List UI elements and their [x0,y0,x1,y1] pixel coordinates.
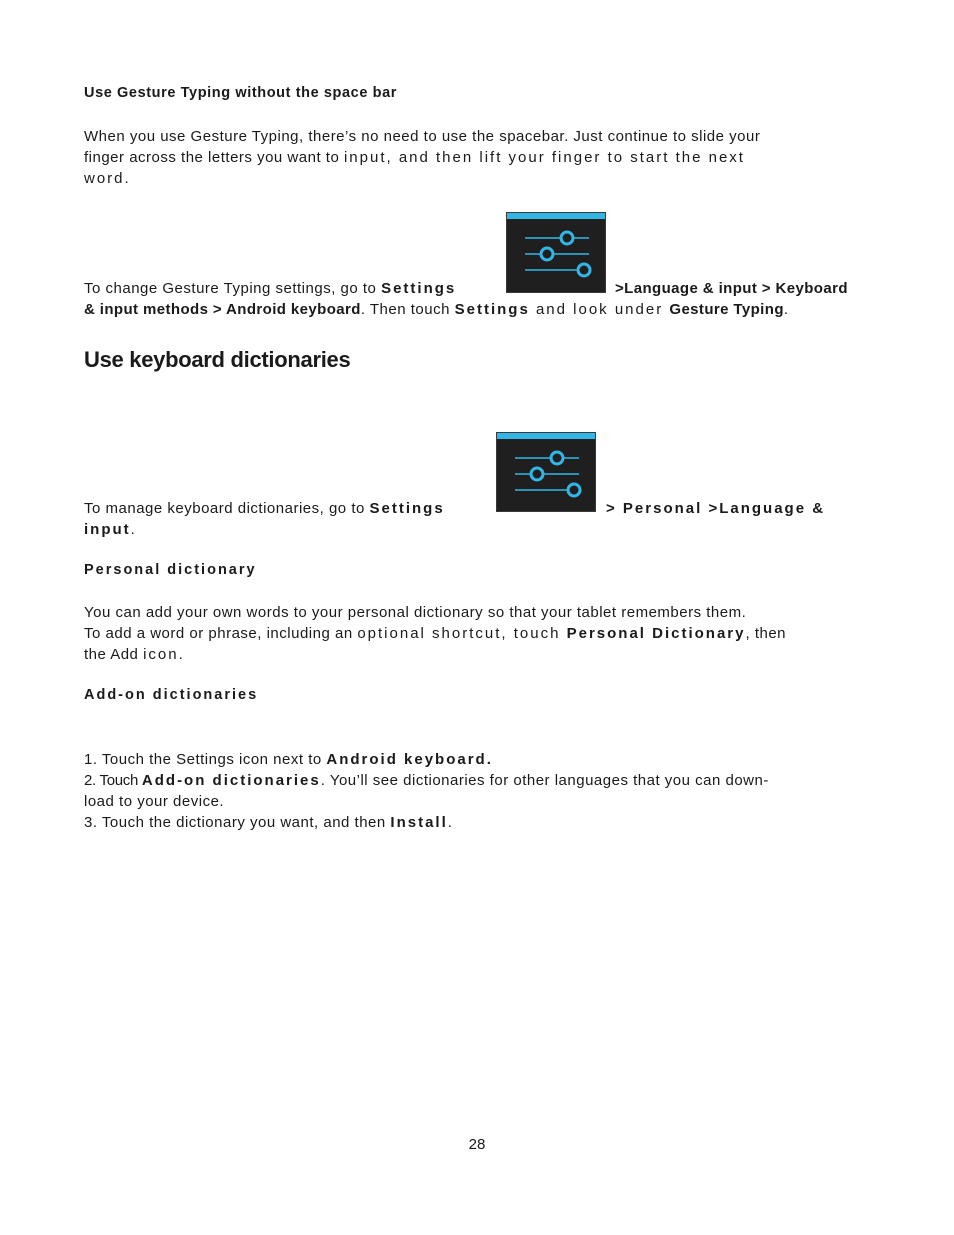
paragraph-text: . [783,301,789,318]
paragraph-line: When you use Gesture Typing, there’s no need to use the spacebar. Just continue to slide your [84,128,761,145]
settings-icon [496,432,596,512]
step-2-continued: load to your device. [84,793,225,810]
android-keyboard-bold: Android keyboard [326,751,487,768]
paragraph-line [84,147,745,168]
paragraph-line [84,278,456,299]
settings-path: > Personal >Language & [606,500,826,517]
gesture-typing-heading: Use Gesture Typing without the space bar [84,85,397,101]
settings-icon [506,212,606,293]
step-2 [84,770,769,791]
settings-bold: Settings [369,500,445,517]
paragraph-line: word. [84,170,131,187]
paragraph-text: , then [745,625,787,642]
step-3 [84,812,452,833]
settings-path: input [84,521,131,538]
paragraph-line [84,519,135,540]
settings-bold: Settings [454,301,530,318]
sliders-icon [507,213,607,294]
paragraph-line [84,644,185,665]
paragraph-text: . You’ll see dictionaries for other languages that you can down- [320,772,769,789]
personal-dictionary-heading: Personal dictionary [84,562,257,578]
paragraph-text: and look under [529,301,670,318]
paragraph-line [84,299,789,320]
keyboard-dictionaries-heading: Use keyboard dictionaries [84,347,351,372]
settings-path: & input methods > Android keyboard [84,301,361,318]
paragraph-text: To add a word or phrase, including an [84,625,358,642]
paragraph-text: 3. Touch the dictionary you want, and then [84,814,391,831]
gesture-typing-bold: Gesture Typing [669,301,784,318]
step-1 [84,749,491,770]
paragraph-text: input, and then lift your finger to start the next [343,149,745,166]
paragraph-text: . [486,751,492,768]
paragraph-text: . [447,814,453,831]
paragraph-text: 2. Touch [84,772,142,789]
paragraph-text: optional shortcut, touch [357,625,567,642]
paragraph-line: You can add your own words to your personal dictionary so that your tablet remembers them. [84,604,747,621]
settings-bold: Settings [381,280,457,297]
paragraph-text: To change Gesture Typing settings, go to [84,280,382,297]
paragraph-text: 1. Touch the Settings icon next to [84,751,327,768]
paragraph-line [84,623,786,644]
paragraph-text: the Add [84,646,144,663]
paragraph-line [84,498,445,519]
paragraph-text: icon. [143,646,185,663]
personal-dictionary-bold: Personal Dictionary [566,625,746,642]
paragraph-text: To manage keyboard dictionaries, go to [84,500,370,517]
paragraph-text: . [130,521,136,538]
sliders-icon [497,433,597,513]
paragraph-text: finger across the letters you want to [84,149,344,166]
page-number: 28 [468,1136,486,1153]
addon-dictionaries-heading: Add-on dictionaries [84,687,259,703]
install-bold: Install [390,814,448,831]
settings-path: >Language & input > Keyboard [615,280,848,297]
paragraph-text: . Then touch [360,301,455,318]
addon-dictionaries-bold: Add-on dictionaries [141,772,321,789]
